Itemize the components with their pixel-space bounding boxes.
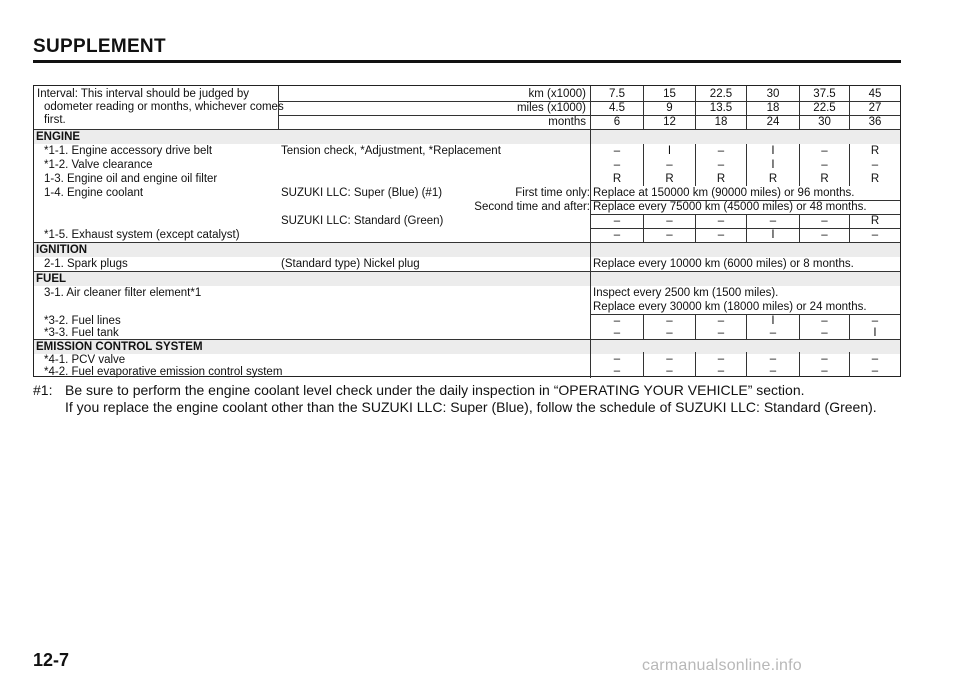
schedule-mark: – (769, 365, 777, 377)
months-value: 30 (818, 116, 831, 128)
schedule-mark: – (613, 215, 621, 227)
km-value: 7.5 (609, 88, 625, 100)
engine-item: *1-5. Exhaust system (except catalyst) (44, 229, 240, 241)
schedule-mark: – (717, 365, 725, 377)
ignition-heading: IGNITION (36, 244, 88, 256)
schedule-mark: – (717, 159, 725, 171)
coolant-divider (590, 200, 900, 201)
schedule-mark: – (769, 353, 777, 365)
months-value: 36 (868, 116, 882, 128)
schedule-mark: – (613, 159, 621, 171)
section-divider (34, 339, 900, 340)
engine-item: *1-1. Engine accessory drive belt (44, 145, 213, 157)
schedule-mark: – (717, 215, 725, 227)
schedule-mark: – (871, 365, 879, 377)
fuel-item: *3-2. Fuel lines (44, 315, 121, 327)
schedule-mark: – (613, 145, 621, 157)
schedule-mark: – (821, 353, 828, 365)
schedule-mark: R (665, 173, 674, 185)
schedule-mark: R (612, 173, 622, 185)
schedule-mark: – (666, 315, 673, 327)
footnote-marker: #1: (33, 382, 53, 398)
km-value: 45 (868, 88, 882, 100)
schedule-mark: – (717, 315, 725, 327)
months-value: 6 (613, 116, 621, 128)
emission-heading: EMISSION CONTROL SYSTEM (36, 341, 203, 353)
interval-note-line-1: Interval: This interval should be judged by (37, 88, 250, 100)
fuel-item: *3-3. Fuel tank (44, 327, 119, 339)
miles-value: 13.5 (709, 102, 733, 114)
first-time-label: First time only: (515, 187, 590, 199)
miles-value: 22.5 (813, 102, 836, 114)
schedule-mark: I (771, 315, 775, 327)
unit-months: months (548, 116, 586, 128)
engine-action: Tension check, *Adjustment, *Replacement (281, 145, 501, 157)
miles-value: 27 (868, 102, 882, 114)
schedule-mark: – (717, 145, 725, 157)
schedule-mark: – (666, 229, 673, 241)
schedule-mark: – (821, 365, 828, 377)
schedule-mark: – (769, 327, 777, 339)
km-value: 30 (766, 88, 780, 100)
fuel-heading-band (34, 272, 900, 286)
engine-item: 1-4. Engine coolant (44, 187, 144, 199)
schedule-mark: – (666, 159, 673, 171)
watermark: carmanualsonline.info (642, 657, 802, 674)
schedule-mark: I (771, 229, 775, 241)
schedule-mark: – (613, 315, 621, 327)
fuel-replace-text: Replace every 30000 km (18000 miles) or 24 months. (593, 301, 867, 313)
ignition-heading-band (34, 243, 900, 257)
ignition-schedule: Replace every 10000 km (6000 miles) or 8 months. (593, 258, 854, 270)
schedule-mark: – (666, 215, 673, 227)
engine-heading: ENGINE (36, 131, 81, 143)
engine-item: 1-3. Engine oil and engine oil filter (44, 173, 218, 185)
second-time-text: Replace every 75000 km (45000 miles) or 48 months. (593, 201, 867, 213)
schedule-mark: – (821, 315, 828, 327)
emission-item: *4-2. Fuel evaporative emission control system (44, 366, 283, 378)
schedule-mark: – (821, 145, 828, 157)
second-time-label: Second time and after: (474, 201, 590, 213)
months-value: 12 (663, 116, 676, 128)
schedule-mark: – (871, 353, 879, 365)
schedule-mark: I (771, 159, 775, 171)
emission-item: *4-1. PCV valve (44, 354, 126, 366)
schedule-mark: – (871, 229, 879, 241)
interval-note-line-3: first. (44, 114, 66, 126)
engine-heading-band (34, 130, 900, 144)
fuel-item-text: 3-1. Air cleaner filter element*1 (44, 287, 202, 299)
schedule-mark: – (666, 365, 673, 377)
section-divider (34, 271, 900, 272)
schedule-mark: I (771, 145, 775, 157)
engine-item: *1-2. Valve clearance (44, 159, 153, 171)
unit-km: km (x1000) (528, 88, 586, 100)
section-title: SUPPLEMENT (33, 36, 166, 57)
engine-action: SUZUKI LLC: Super (Blue) (#1) (281, 187, 443, 199)
schedule-mark: – (821, 229, 828, 241)
schedule-mark: – (821, 159, 828, 171)
schedule-mark: I (873, 327, 877, 339)
km-value: 22.5 (709, 88, 733, 100)
schedule-mark: R (768, 173, 778, 185)
km-value: 37.5 (813, 88, 836, 100)
schedule-mark: R (870, 145, 880, 157)
fuel-heading: FUEL (36, 273, 67, 285)
schedule-mark: – (871, 159, 879, 171)
months-value: 24 (766, 116, 780, 128)
schedule-mark: R (870, 173, 880, 185)
schedule-mark: R (820, 173, 829, 185)
schedule-mark: – (769, 215, 777, 227)
months-value: 18 (714, 116, 728, 128)
schedule-mark: – (717, 327, 725, 339)
footnote-line-2: If you replace the engine coolant other than the SUZUKI LLC: Super (Blue), follow the schedule of SUZUKI LLC: Standard (Green). (65, 399, 877, 415)
ignition-item: 2-1. Spark plugs (44, 258, 128, 270)
header-bottom-rule (34, 129, 900, 130)
km-value: 15 (663, 88, 676, 100)
fuel-item (44, 287, 201, 300)
schedule-mark: – (666, 353, 673, 365)
schedule-mark: I (667, 145, 672, 157)
first-time-text: Replace at 150000 km (90000 miles) or 96 months. (593, 187, 855, 199)
schedule-mark: – (613, 327, 621, 339)
schedule-mark: – (821, 327, 828, 339)
miles-value: 9 (666, 102, 673, 114)
schedule-mark: R (870, 215, 880, 227)
fuel-inspect-text: Inspect every 2500 km (1500 miles). (593, 287, 779, 299)
schedule-mark: R (716, 173, 726, 185)
schedule-mark: – (717, 353, 725, 365)
section-divider (34, 242, 900, 243)
page-number: 12-7 (33, 650, 70, 670)
schedule-mark: – (613, 229, 621, 241)
schedule-mark: – (871, 315, 879, 327)
miles-value: 18 (766, 102, 780, 114)
schedule-mark: – (613, 365, 621, 377)
footnote-line-1: Be sure to perform the engine coolant level check under the daily inspection in “OPERATING YOUR VEHICLE” section. (65, 382, 805, 398)
interval-note-line-2: odometer reading or months, whichever comes (44, 101, 284, 113)
ignition-action: (Standard type) Nickel plug (281, 258, 420, 270)
miles-value: 4.5 (609, 102, 625, 114)
schedule-mark: – (666, 327, 673, 339)
engine-action: SUZUKI LLC: Standard (Green) (281, 215, 444, 227)
title-rule (33, 60, 901, 63)
schedule-mark: – (821, 215, 828, 227)
schedule-mark: – (717, 229, 725, 241)
schedule-mark: – (613, 353, 621, 365)
maintenance-schedule-table (33, 85, 901, 377)
unit-miles: miles (x1000) (516, 102, 586, 114)
